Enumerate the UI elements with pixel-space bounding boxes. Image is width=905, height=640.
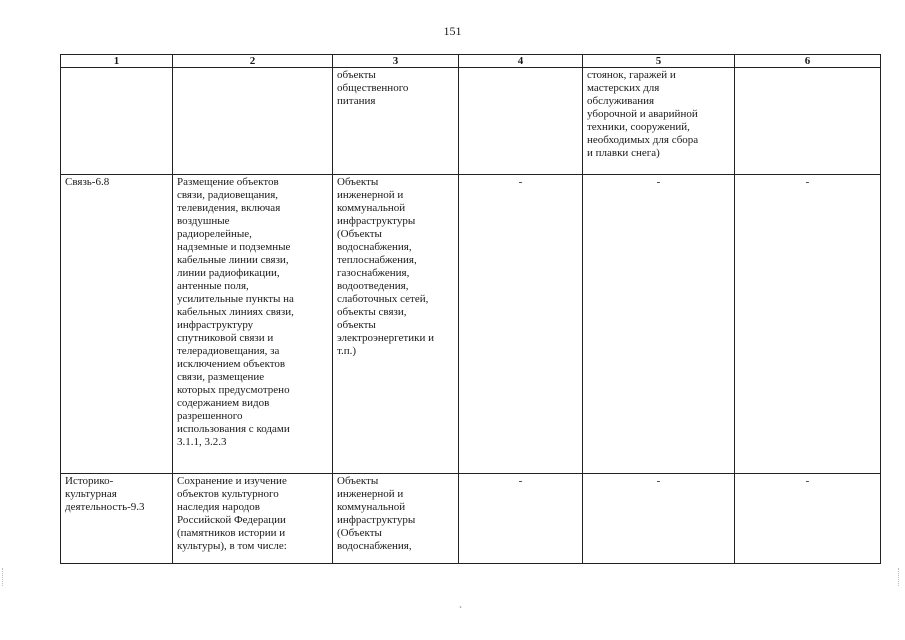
cell-col-5: - — [583, 474, 735, 564]
cell-auxiliary-uses: Объекты инженерной и коммунальной инфраструктуры (Объекты водоснабжения, — [333, 474, 459, 564]
scan-speck: ˎ — [459, 598, 462, 608]
page-number: 151 — [443, 24, 462, 38]
cell-description: Размещение объектов связи, радиовещания, телевидения, включая воздушные радиорелейные, надземные и подземные кабельные линии связи, линии радиофикации, антенные поля, усилительные пункты на кабельных линиях связи, инфраструктуру спутниковой связи и телерадиовещания, за исключением объектов связи, размещение которых предусмотрено содержанием видов разрешенного использования с кодами 3.1.1, 3.2.3 — [173, 175, 333, 474]
table-row — [61, 474, 881, 564]
cell-col-6 — [735, 68, 881, 175]
cell-description: Сохранение и изучение объектов культурного наследия народов Российской Федерации (памятников истории и культуры), в том числе: — [173, 474, 333, 564]
cell-description — [173, 68, 333, 175]
cell-col-4: - — [459, 175, 583, 474]
header-col-4: 4 — [459, 55, 583, 68]
cell-col-5: - — [583, 175, 735, 474]
cell-col-6: - — [735, 474, 881, 564]
cell-col-5: стоянок, гаражей и мастерских для обслуживания уборочной и аварийной техники, сооружений, необходимых для сбора и плавки снега) — [583, 68, 735, 175]
table-header-row — [61, 55, 881, 68]
header-col-2: 2 — [173, 55, 333, 68]
cell-col-6: - — [735, 175, 881, 474]
scan-edge-mark-left — [2, 568, 7, 586]
table-row — [61, 68, 881, 175]
header-col-3: 3 — [333, 55, 459, 68]
header-col-6: 6 — [735, 55, 881, 68]
scan-edge-mark-right — [898, 568, 903, 586]
land-use-table — [60, 54, 881, 564]
cell-col-4 — [459, 68, 583, 175]
header-col-5: 5 — [583, 55, 735, 68]
header-col-1: 1 — [61, 55, 173, 68]
cell-auxiliary-uses: объекты общественного питания — [333, 68, 459, 175]
cell-col-4: - — [459, 474, 583, 564]
cell-auxiliary-uses: Объекты инженерной и коммунальной инфраструктуры (Объекты водоснабжения, теплоснабжения, газоснабжения, водоотведения, слаботочных сетей, объекты связи, объекты электроэнергетики и т.п.) — [333, 175, 459, 474]
table-row — [61, 175, 881, 474]
cell-use-type — [61, 68, 173, 175]
cell-use-type: Историко- культурная деятельность-9.3 — [61, 474, 173, 564]
cell-use-type: Связь-6.8 — [61, 175, 173, 474]
